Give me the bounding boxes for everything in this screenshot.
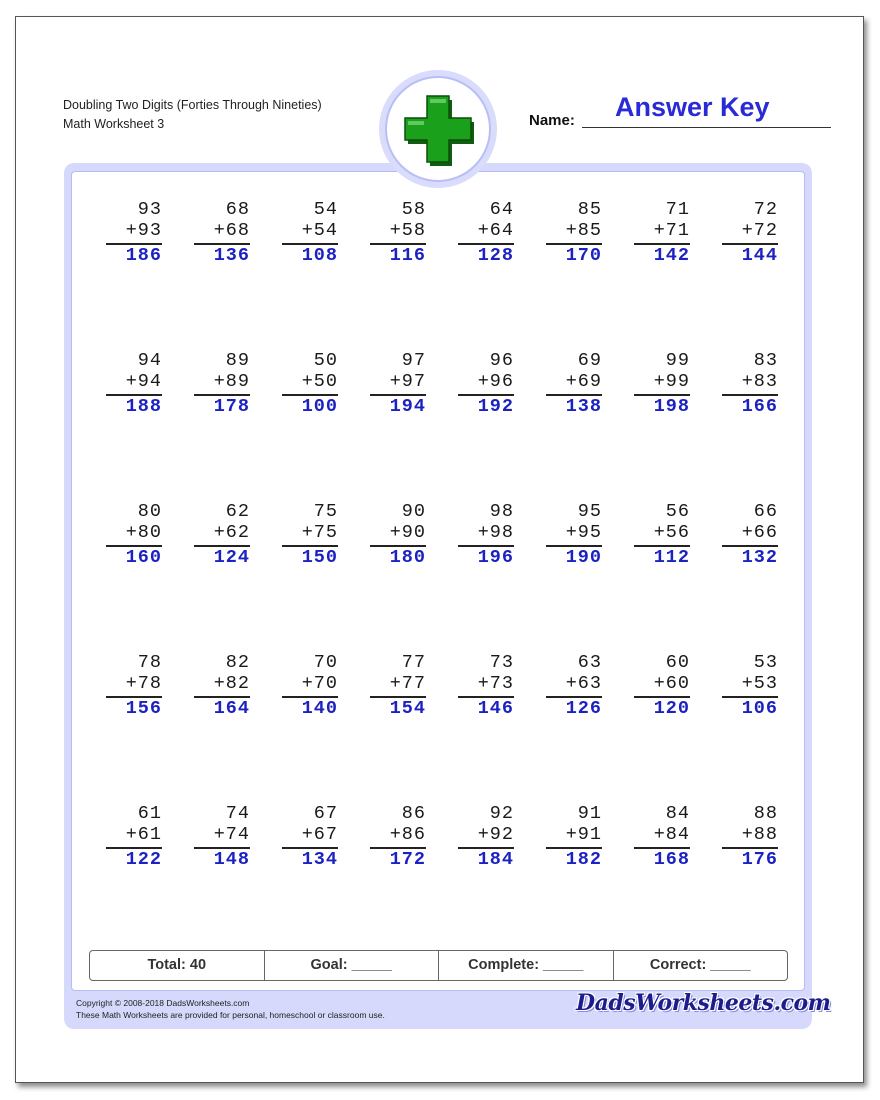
problem [106, 350, 162, 418]
problem-bottom-number: +61 [125, 824, 162, 845]
problem-bottom-number: +97 [389, 371, 426, 392]
problem [634, 350, 690, 418]
problem-answer: 136 [213, 245, 250, 266]
problem-answer: 108 [301, 245, 338, 266]
problem [106, 803, 162, 871]
summary-goal: Goal: _____ [264, 951, 439, 980]
problem-bottom-number: +78 [125, 673, 162, 694]
problem-top-number: 53 [753, 652, 778, 673]
problem [282, 501, 338, 569]
problem-answer: 182 [565, 849, 602, 870]
problem-top-number: 86 [401, 803, 426, 824]
problem [722, 350, 778, 418]
problem-answer: 140 [301, 698, 338, 719]
problem [458, 803, 514, 871]
problem-bottom-number: +63 [565, 673, 602, 694]
problem-answer: 194 [389, 396, 426, 417]
problem [282, 350, 338, 418]
problem-answer: 164 [213, 698, 250, 719]
problem-bottom-number: +56 [653, 522, 690, 543]
problem [194, 652, 250, 720]
problem-top-number: 64 [489, 199, 514, 220]
problem-answer: 192 [477, 396, 514, 417]
problem-bottom-number: +74 [213, 824, 250, 845]
problem-top-number: 88 [753, 803, 778, 824]
problem-answer: 132 [741, 547, 778, 568]
worksheet-title-block [63, 96, 322, 134]
problem-top-number: 70 [313, 652, 338, 673]
problem [282, 199, 338, 267]
worksheet-title: Doubling Two Digits (Forties Through Nineties) [63, 98, 322, 112]
problem-bottom-number: +50 [301, 371, 338, 392]
problem-grid [71, 171, 805, 991]
problem [194, 803, 250, 871]
problem-answer: 154 [389, 698, 426, 719]
problem-bottom-number: +68 [213, 220, 250, 241]
problem-top-number: 98 [489, 501, 514, 522]
problem-top-number: 71 [665, 199, 690, 220]
problem [722, 803, 778, 871]
problem-top-number: 66 [753, 501, 778, 522]
summary-complete: Complete: _____ [438, 951, 613, 980]
problem-top-number: 74 [225, 803, 250, 824]
problem [194, 199, 250, 267]
problem [634, 501, 690, 569]
problem-bottom-number: +94 [125, 371, 162, 392]
problem-bottom-number: +88 [741, 824, 778, 845]
problem [194, 501, 250, 569]
name-label: Name: [529, 112, 575, 129]
problem-answer: 190 [565, 547, 602, 568]
problem-top-number: 73 [489, 652, 514, 673]
problem [722, 652, 778, 720]
problem-bottom-number: +69 [565, 371, 602, 392]
problem-answer: 172 [389, 849, 426, 870]
problem [282, 652, 338, 720]
problem-answer: 148 [213, 849, 250, 870]
problem-answer: 180 [389, 547, 426, 568]
problem-top-number: 58 [401, 199, 426, 220]
summary-total: Total: 40 [147, 957, 207, 973]
problem-bottom-number: +71 [653, 220, 690, 241]
problem-bottom-number: +99 [653, 371, 690, 392]
problem-bottom-number: +60 [653, 673, 690, 694]
problem-top-number: 63 [577, 652, 602, 673]
problem-answer: 144 [741, 245, 778, 266]
problem-top-number: 92 [489, 803, 514, 824]
problem-answer: 122 [125, 849, 162, 870]
worksheet-subtitle: Math Worksheet 3 [63, 117, 165, 131]
problem-top-number: 96 [489, 350, 514, 371]
problem-bottom-number: +98 [477, 522, 514, 543]
problem [106, 652, 162, 720]
problem-bottom-number: +73 [477, 673, 514, 694]
name-field [529, 92, 832, 130]
problem-top-number: 84 [665, 803, 690, 824]
problem-answer: 196 [477, 547, 514, 568]
problem-bottom-number: +95 [565, 522, 602, 543]
problem-answer: 198 [653, 396, 690, 417]
problem-answer: 178 [213, 396, 250, 417]
problem [634, 652, 690, 720]
problem-bottom-number: +91 [565, 824, 602, 845]
problem [370, 350, 426, 418]
problem-bottom-number: +66 [741, 522, 778, 543]
problem-bottom-number: +83 [741, 371, 778, 392]
problem-bottom-number: +84 [653, 824, 690, 845]
problem-bottom-number: +90 [389, 522, 426, 543]
problem-answer: 186 [125, 245, 162, 266]
problem-top-number: 97 [401, 350, 426, 371]
problem-top-number: 61 [137, 803, 162, 824]
problem-answer: 166 [741, 396, 778, 417]
problem-bottom-number: +80 [125, 522, 162, 543]
problem-answer: 120 [653, 698, 690, 719]
problem-answer: 142 [653, 245, 690, 266]
usage-notice: These Math Worksheets are provided for personal, homeschool or classroom use. [76, 1010, 385, 1020]
problem-bottom-number: +89 [213, 371, 250, 392]
problem-answer: 170 [565, 245, 602, 266]
problem-bottom-number: +67 [301, 824, 338, 845]
problem [546, 652, 602, 720]
brand-logo: DadsWorksheets.com [576, 990, 831, 1016]
problem-top-number: 89 [225, 350, 250, 371]
problem-answer: 116 [389, 245, 426, 266]
problem-top-number: 78 [137, 652, 162, 673]
problem [458, 501, 514, 569]
problem-answer: 128 [477, 245, 514, 266]
problem [106, 199, 162, 267]
problem [194, 350, 250, 418]
problem-top-number: 62 [225, 501, 250, 522]
problem [722, 501, 778, 569]
problem-top-number: 77 [401, 652, 426, 673]
problem-answer: 168 [653, 849, 690, 870]
problem-top-number: 50 [313, 350, 338, 371]
problem-bottom-number: +77 [389, 673, 426, 694]
problem-bottom-number: +85 [565, 220, 602, 241]
problem-top-number: 82 [225, 652, 250, 673]
problem-answer: 146 [477, 698, 514, 719]
problem-top-number: 56 [665, 501, 690, 522]
problem-top-number: 99 [665, 350, 690, 371]
problem [546, 803, 602, 871]
problem-answer: 184 [477, 849, 514, 870]
problem [106, 501, 162, 569]
problem-bottom-number: +72 [741, 220, 778, 241]
copyright-text: Copyright © 2008-2018 DadsWorksheets.com [76, 998, 250, 1008]
problem-answer: 112 [653, 547, 690, 568]
answer-key-text: Answer Key [615, 92, 770, 122]
problem-bottom-number: +62 [213, 522, 250, 543]
problem-top-number: 83 [753, 350, 778, 371]
problem-answer: 138 [565, 396, 602, 417]
problem [458, 199, 514, 267]
problem-bottom-number: +75 [301, 522, 338, 543]
footer-copyright [76, 997, 385, 1021]
problem-top-number: 94 [137, 350, 162, 371]
problem-bottom-number: +58 [389, 220, 426, 241]
problem [546, 350, 602, 418]
problem [370, 199, 426, 267]
problem [458, 350, 514, 418]
problem-answer: 156 [125, 698, 162, 719]
problem [458, 652, 514, 720]
problem-answer: 160 [125, 547, 162, 568]
problem-answer: 176 [741, 849, 778, 870]
problem-top-number: 85 [577, 199, 602, 220]
problem-top-number: 60 [665, 652, 690, 673]
problem-bottom-number: +86 [389, 824, 426, 845]
summary-correct: Correct: _____ [613, 951, 788, 980]
badge-ring [385, 76, 491, 182]
badge [379, 70, 497, 188]
problem-bottom-number: +82 [213, 673, 250, 694]
problem-bottom-number: +92 [477, 824, 514, 845]
problem-bottom-number: +53 [741, 673, 778, 694]
problem-top-number: 95 [577, 501, 602, 522]
problem-top-number: 72 [753, 199, 778, 220]
problem [370, 652, 426, 720]
problem-bottom-number: +54 [301, 220, 338, 241]
problem-bottom-number: +64 [477, 220, 514, 241]
problem-bottom-number: +96 [477, 371, 514, 392]
problem-answer: 188 [125, 396, 162, 417]
problem [722, 199, 778, 267]
problem-answer: 100 [301, 396, 338, 417]
problem [546, 199, 602, 267]
problem-top-number: 68 [225, 199, 250, 220]
problem-panel [64, 163, 812, 1029]
problem [370, 803, 426, 871]
problem-top-number: 69 [577, 350, 602, 371]
plus-icon [397, 88, 479, 170]
summary-bar [89, 950, 788, 981]
problem-answer: 150 [301, 547, 338, 568]
problem-top-number: 90 [401, 501, 426, 522]
problem-answer: 106 [741, 698, 778, 719]
problem [634, 199, 690, 267]
problem-top-number: 54 [313, 199, 338, 220]
problem [546, 501, 602, 569]
problem-top-number: 80 [137, 501, 162, 522]
problem [634, 803, 690, 871]
problem-bottom-number: +93 [125, 220, 162, 241]
name-line [582, 127, 831, 128]
problem-top-number: 75 [313, 501, 338, 522]
problem-answer: 124 [213, 547, 250, 568]
problem-bottom-number: +70 [301, 673, 338, 694]
problem [282, 803, 338, 871]
problem-answer: 126 [565, 698, 602, 719]
problem-top-number: 91 [577, 803, 602, 824]
problem-answer: 134 [301, 849, 338, 870]
problem [370, 501, 426, 569]
problem-top-number: 67 [313, 803, 338, 824]
problem-top-number: 93 [137, 199, 162, 220]
